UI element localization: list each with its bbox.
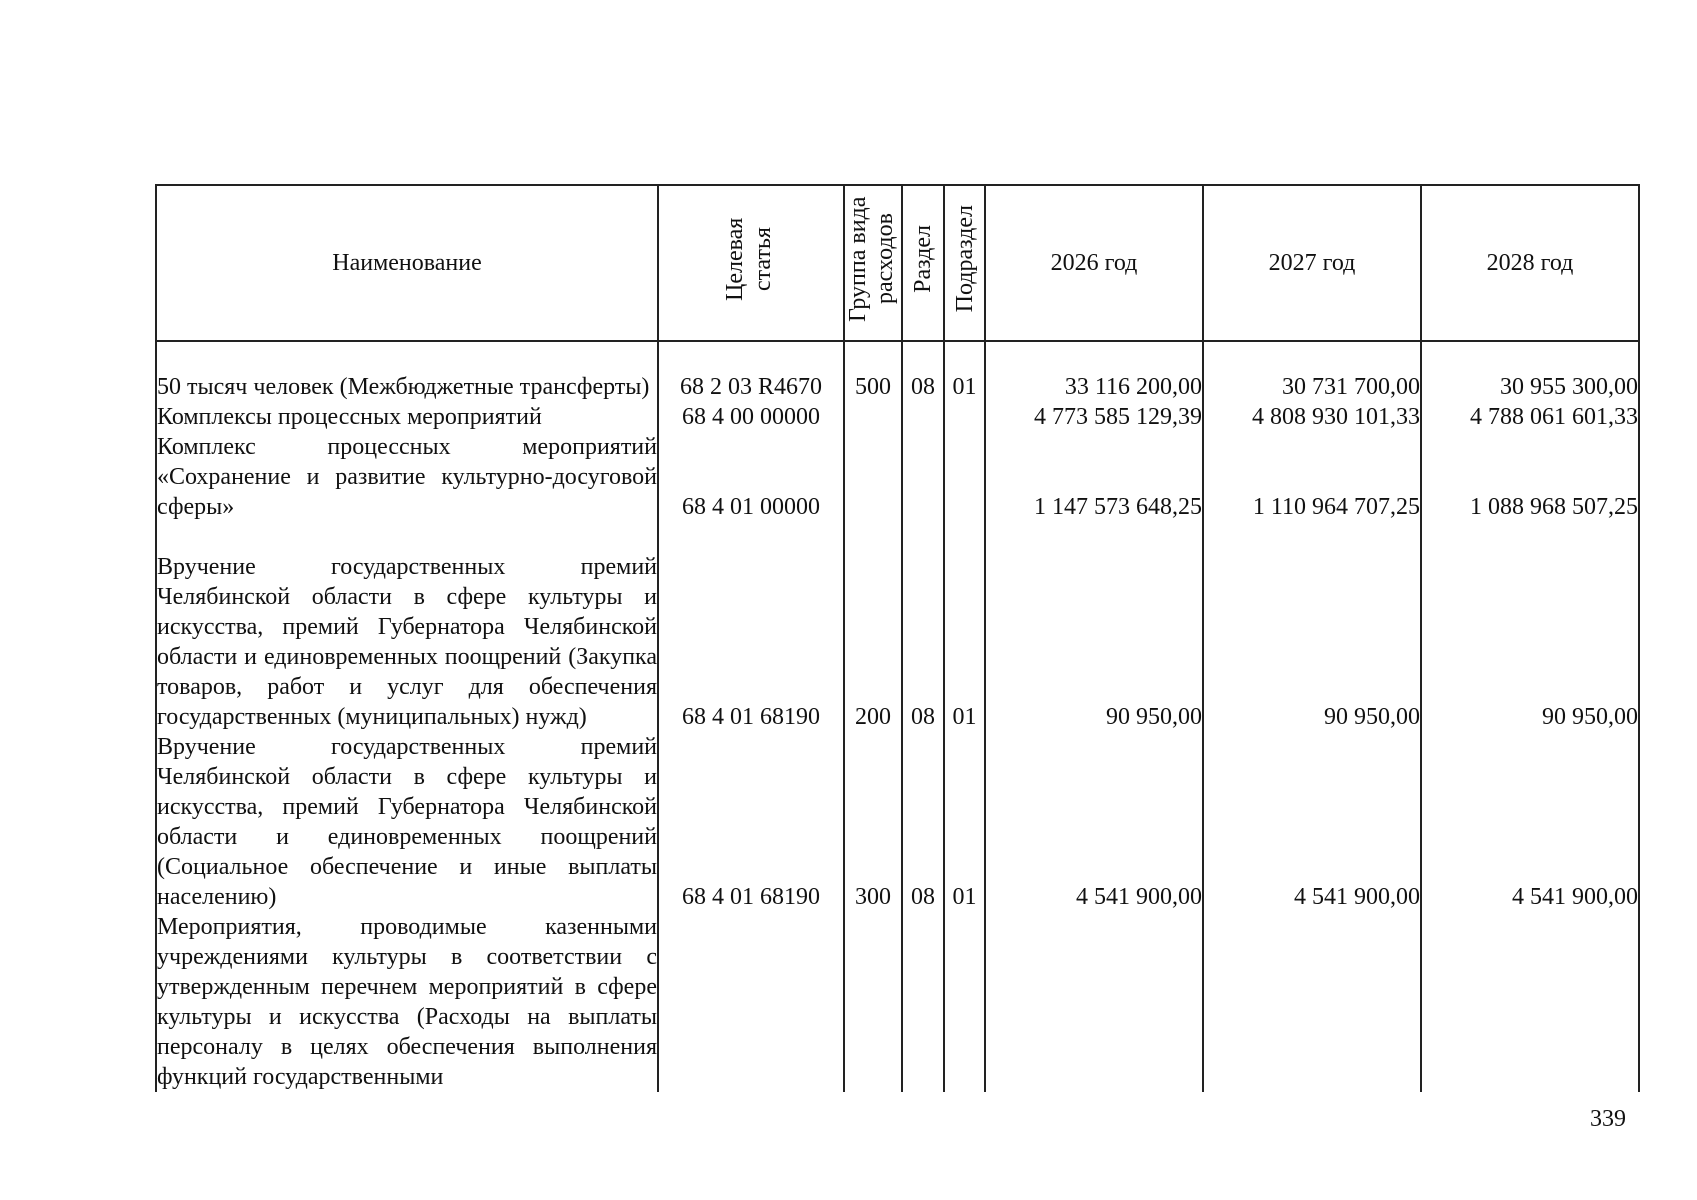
- row-amount-2028: 90 950,00: [1421, 522, 1639, 732]
- row-amount-2027: 4 808 930 101,33: [1203, 402, 1421, 432]
- header-section: Раздел: [902, 185, 944, 341]
- row-subsection: [944, 402, 985, 432]
- row-amount-2028: 1 088 968 507,25: [1421, 432, 1639, 522]
- header-target-article: Целевая статья: [658, 185, 844, 341]
- row-expense-group: [844, 402, 902, 432]
- row-amount-2026: 1 147 573 648,25: [985, 432, 1203, 522]
- row-target-article: 68 4 00 00000: [658, 402, 844, 432]
- row-amount-2026: 4 541 900,00: [985, 732, 1203, 912]
- header-2028: 2028 год: [1421, 185, 1639, 341]
- row-amount-2028: [1421, 912, 1639, 1092]
- row-expense-group: 200: [844, 522, 902, 732]
- row-name: Комплекс процессных мероприятий «Сохранение и развитие культурно-досуговой сферы»: [157, 434, 657, 520]
- row-amount-2028: 30 955 300,00: [1421, 341, 1639, 402]
- row-section: [902, 912, 944, 1092]
- table-row: [156, 432, 1639, 522]
- table-row: [156, 341, 1639, 402]
- row-amount-2027: 90 950,00: [1203, 522, 1421, 732]
- row-subsection: 01: [944, 341, 985, 402]
- header-subsection: Подраздел: [944, 185, 985, 341]
- row-subsection: 01: [944, 732, 985, 912]
- row-amount-2026: 4 773 585 129,39: [985, 402, 1203, 432]
- row-name: Вручение государственных премий Челябинской области в сфере культуры и искусства, премий Губернатора Челябинской области и единовременных поощрений (Социальное обеспечение и иные выплаты населению): [157, 734, 657, 910]
- row-target-article: 68 4 01 00000: [658, 432, 844, 522]
- table-row: [156, 402, 1639, 432]
- row-target-article: 68 2 03 R4670: [658, 341, 844, 402]
- row-section: [902, 402, 944, 432]
- row-amount-2026: 90 950,00: [985, 522, 1203, 732]
- budget-table: [155, 184, 1640, 1092]
- row-amount-2026: 33 116 200,00: [985, 341, 1203, 402]
- table-header-row: [156, 185, 1639, 341]
- row-amount-2028: 4 541 900,00: [1421, 732, 1639, 912]
- row-expense-group: [844, 432, 902, 522]
- header-expense-group: Группа вида расходов: [844, 185, 902, 341]
- header-2026: 2026 год: [985, 185, 1203, 341]
- row-section: 08: [902, 732, 944, 912]
- row-amount-2027: [1203, 912, 1421, 1092]
- header-2027: 2027 год: [1203, 185, 1421, 341]
- table-row: [156, 522, 1639, 732]
- row-subsection: 01: [944, 522, 985, 732]
- row-section: [902, 432, 944, 522]
- row-target-article: 68 4 01 68190: [658, 732, 844, 912]
- row-name: Вручение государственных премий Челябинской области в сфере культуры и искусства, премий Губернатора Челябинской области и единовременных поощрений (Закупка товаров, работ и услуг для обеспечения государственных (муниципальных) нужд): [157, 554, 657, 730]
- row-name: Комплексы процессных мероприятий: [157, 404, 542, 430]
- header-name: Наименование: [156, 185, 658, 341]
- row-subsection: [944, 912, 985, 1092]
- row-name: Мероприятия, проводимые казенными учреждениями культуры в соответствии с утвержденным перечнем мероприятий в сфере культуры и искусства (Расходы на выплаты персоналу в целях обеспечения выполнения функций государственными: [157, 914, 657, 1090]
- row-section: 08: [902, 341, 944, 402]
- table-row: [156, 732, 1639, 912]
- row-name: 50 тысяч человек (Межбюджетные трансферты): [157, 374, 650, 400]
- row-target-article: [658, 912, 844, 1092]
- row-subsection: [944, 432, 985, 522]
- row-expense-group: 500: [844, 341, 902, 402]
- row-amount-2026: [985, 912, 1203, 1092]
- row-expense-group: 300: [844, 732, 902, 912]
- page-number: 339: [1590, 1106, 1626, 1132]
- row-amount-2027: 1 110 964 707,25: [1203, 432, 1421, 522]
- row-section: 08: [902, 522, 944, 732]
- row-amount-2028: 4 788 061 601,33: [1421, 402, 1639, 432]
- table-row: [156, 912, 1639, 1092]
- row-amount-2027: 30 731 700,00: [1203, 341, 1421, 402]
- row-expense-group: [844, 912, 902, 1092]
- row-amount-2027: 4 541 900,00: [1203, 732, 1421, 912]
- budget-table-container: [155, 184, 1638, 1090]
- row-target-article: 68 4 01 68190: [658, 522, 844, 732]
